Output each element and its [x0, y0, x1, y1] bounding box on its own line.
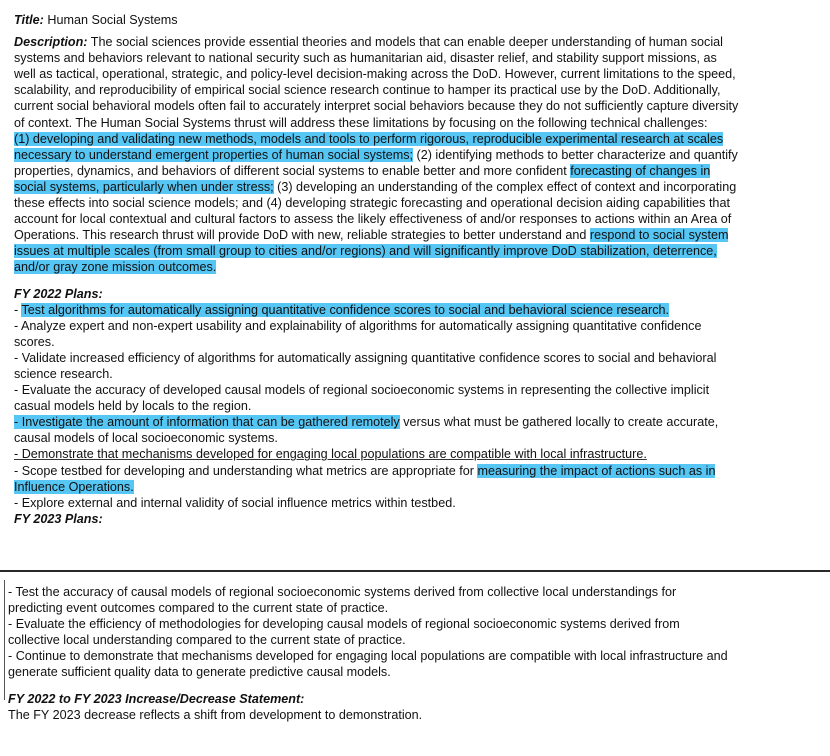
- description-line: [14, 259, 819, 275]
- text-highlight: forecasting of changes in: [570, 163, 711, 178]
- plan-item: scores.: [14, 334, 55, 349]
- fy2022-heading: FY 2022 Plans:: [14, 286, 103, 301]
- table-border: [4, 580, 5, 700]
- plan-item: - Scope testbed for developing and understanding what metrics are appropriate for measuring the impact of actions such as in: [14, 463, 716, 478]
- plan-item: predicting event outcomes compared to the current state of practice.: [8, 601, 389, 616]
- plan-item: collective local understanding compared to the current state of practice.: [8, 633, 406, 648]
- text-highlight: and/or gray zone mission outcomes.: [14, 260, 217, 275]
- plan-item: - Test algorithms for automatically assigning quantitative confidence scores to social and behavioral science research.: [14, 302, 669, 317]
- plan-item: - Validate increased efficiency of algorithms for automatically assigning quantitative confidence scores to social and behavioral: [14, 350, 717, 365]
- description-line: well as tactical, operational, strategic, and policy-level decision-making across the DoD. However, current limitations to the speed,: [14, 67, 736, 82]
- plan-item: - Analyze expert and non-expert usability and explainability of algorithms for automatically assigning quantitative confidence: [14, 318, 702, 333]
- change-text: The FY 2023 decrease reflects a shift from development to demonstration.: [8, 707, 423, 722]
- change-statement: [8, 691, 818, 723]
- change-heading: FY 2022 to FY 2023 Increase/Decrease Statement:: [8, 691, 305, 706]
- description-line: account for local contextual and cultural factors to assess the likely effectiveness of and/or responses to actions within an Area of: [14, 212, 732, 227]
- fy2023-heading: FY 2023 Plans:: [14, 511, 103, 526]
- description-line: of context. The Human Social Systems thrust will address these limitations by focusing on the following technical challenges:: [14, 115, 708, 130]
- description-line: properties, dynamics, and behaviors of different social systems to enable better and more confident forecasting of changes in: [14, 163, 711, 178]
- document-upper: [14, 12, 819, 527]
- description-line: social systems, particularly when under stress; (3) developing an understanding of the complex effect of context and incorporating: [14, 179, 737, 194]
- fy2022-plans: [14, 286, 819, 527]
- plan-item: - Investigate the amount of information that can be gathered remotely versus what must be gathered locally to create accurate,: [14, 415, 719, 430]
- title-line: [14, 12, 819, 28]
- text-highlight: Influence Operations.: [14, 479, 134, 494]
- description-line: systems and behaviors relevant to national security such as humanitarian aid, disaster relief, and stability support missions, as: [14, 51, 717, 66]
- description-label: Description:: [14, 35, 88, 50]
- text-highlight: issues at multiple scales (from small group to cities and/or regions) and will significantly improve DoD stabilization, deterrence,: [14, 244, 717, 259]
- text-highlight: measuring the impact of actions such as in: [477, 463, 716, 478]
- plan-item: - Demonstrate that mechanisms developed for engaging local populations are compatible with local infrastructure.: [14, 447, 647, 462]
- description-line: necessary to understand emergent properties of human social systems; (2) identifying methods to better characterize and quantify: [14, 147, 738, 162]
- document-lower: [8, 584, 818, 723]
- plan-item: - Evaluate the efficiency of methodologies for developing causal models of regional socioeconomic systems derived from: [8, 617, 680, 632]
- title-value: Human Social Systems: [43, 13, 178, 27]
- text-highlight: respond to social system: [589, 228, 729, 243]
- description-line: Operations. This research thrust will provide DoD with new, reliable strategies to better understand and respond to social system: [14, 228, 729, 243]
- plan-item: [14, 479, 819, 495]
- description-line: [14, 243, 819, 259]
- plan-item: casual models held by locals to the region.: [14, 399, 252, 414]
- text-highlight: Test algorithms for automatically assigning quantitative confidence scores to social and behavioral science research.: [21, 302, 669, 317]
- text-highlight: necessary to understand emergent properties of human social systems;: [14, 147, 414, 162]
- text-highlight: (1) developing and validating new methods, models and tools to perform rigorous, reproducible experimental research at scales: [14, 131, 724, 146]
- text-highlight: social systems, particularly when under stress;: [14, 179, 274, 194]
- description-block: [14, 34, 819, 275]
- description-line: Description: The social sciences provide essential theories and models that can enable deeper understanding of human social: [14, 35, 723, 50]
- fy2023-plans: [8, 584, 818, 681]
- plan-item: - Continue to demonstrate that mechanisms developed for engaging local populations are compatible with local infrastructure and: [8, 649, 728, 664]
- plan-item: generate sufficient quality data to generate predictive causal models.: [8, 665, 391, 680]
- description-line: these effects into social science models; and (4) developing strategic forecasting and operational decision aiding capabilities that: [14, 196, 730, 211]
- description-line: [14, 131, 819, 147]
- title-label: Title:: [14, 13, 44, 27]
- plan-item: - Explore external and internal validity of social influence metrics within testbed.: [14, 495, 456, 510]
- plan-item: - Evaluate the accuracy of developed causal models of regional socioeconomic systems in representing the collective implicit: [14, 383, 710, 398]
- text-highlight: - Investigate the amount of information that can be gathered remotely: [14, 415, 400, 430]
- plan-item: causal models of local socioeconomic systems.: [14, 431, 278, 446]
- description-line: current social behavioral models often fail to accurately interpret social behaviors because they do not sufficiently capture diversity: [14, 99, 739, 114]
- plan-item: - Test the accuracy of causal models of regional socioeconomic systems derived from collective local understandings for: [8, 585, 677, 599]
- description-line: scalability, and reproducibility of empirical social science research continue to hamper its practical use by the DoD. Additionally,: [14, 83, 721, 98]
- plan-item: science research.: [14, 366, 113, 381]
- page-divider: [0, 570, 830, 572]
